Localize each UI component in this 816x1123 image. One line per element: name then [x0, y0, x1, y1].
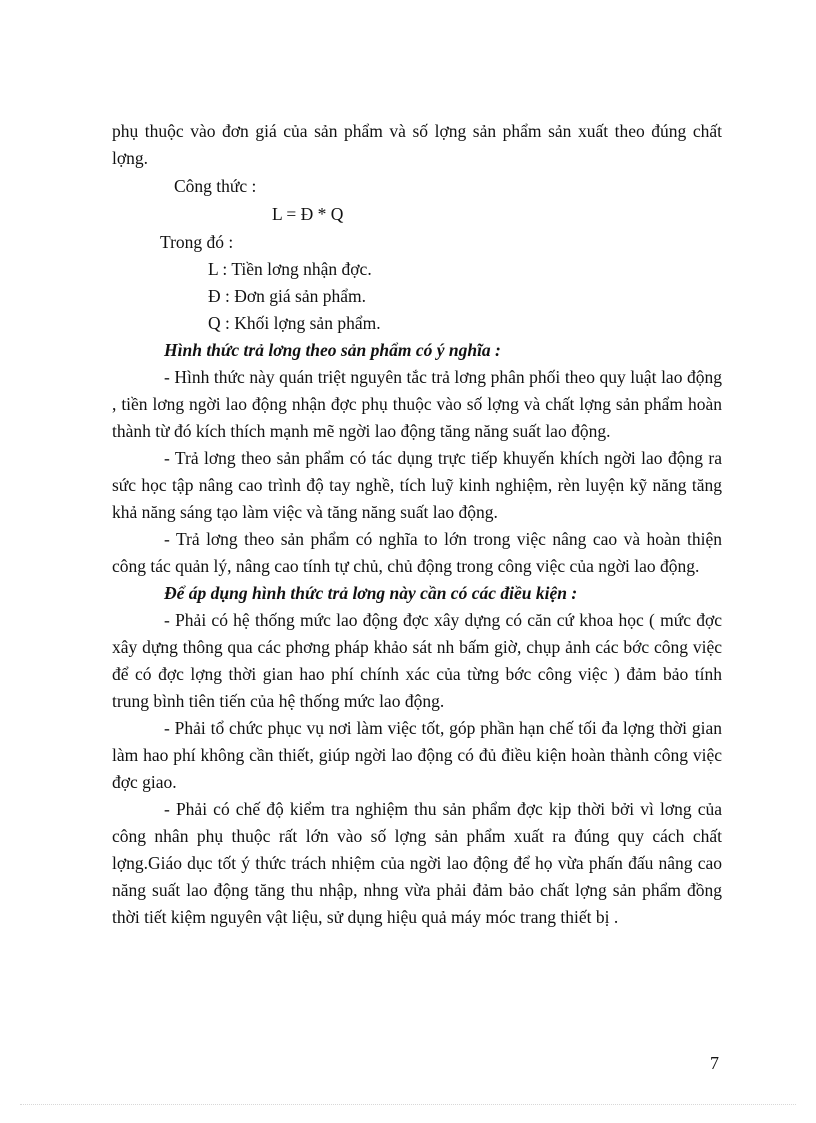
formula-label: Công thức :: [174, 176, 257, 196]
meaning-paragraph-3: - Trả lơng theo sản phẩm có nghĩa to lớn trong việc nâng cao và hoàn thiện công tác quản lý, nâng cao tính tự chủ, chủ động trong công việc của ngời lao động.: [112, 529, 722, 576]
intro-paragraph: phụ thuộc vào đơn giá của sản phẩm và số lợng sản phẩm sản xuất theo đúng chất lợng.: [112, 121, 722, 168]
meaning-paragraph-2: - Trả lơng theo sản phẩm có tác dụng trực tiếp khuyến khích ngời lao động ra sức học tập nâng cao trình độ tay nghề, tích luỹ kinh nghiệm, rèn luyện kỹ năng tăng khả năng sáng tạo làm việc và tăng năng suất lao động.: [112, 448, 722, 522]
page-number: 7: [710, 1053, 719, 1073]
meaning-paragraph-1: - Hình thức này quán triệt nguyên tắc trả lơng phân phối theo quy luật lao động , tiền lơng ngời lao động nhận đợc phụ thuộc vào số lợng và chất lợng sản phẩm hoàn thành từ đó kích thích mạnh mẽ ngời lao động tăng năng suất lao động.: [112, 367, 722, 441]
variable-q: Q : Khối lợng sản phẩm.: [208, 313, 381, 333]
section-heading-conditions: Để áp dụng hình thức trả lơng này cần có các điều kiện :: [164, 583, 578, 603]
variable-d: Đ : Đơn giá sản phẩm.: [208, 286, 366, 306]
where-label: Trong đó :: [160, 232, 234, 252]
section-heading-meaning: Hình thức trả lơng theo sản phẩm có ý nghĩa :: [164, 340, 501, 360]
page-body: [112, 118, 722, 931]
condition-paragraph-1: - Phải có hệ thống mức lao động đợc xây dựng có căn cứ khoa học ( mức đợc xây dựng thông qua các phơng pháp khảo sát nh bấm giờ, chụp ảnh các bớc công việc để có đợc lợng thời gian hao phí chính xác của từng bớc công việc ) đảm bảo tính trung bình tiên tiến của hệ thống mức lao động.: [112, 610, 722, 711]
condition-paragraph-2: - Phải tổ chức phục vụ nơi làm việc tốt, góp phần hạn chế tối đa lợng thời gian làm hao phí không cần thiết, giúp ngời lao động có đủ điều kiện hoàn thành công việc đợc giao.: [112, 718, 722, 792]
condition-paragraph-3: - Phải có chế độ kiểm tra nghiệm thu sản phẩm đợc kịp thời bởi vì lơng của công nhân phụ thuộc rất lớn vào số lợng sản phẩm xuất ra đúng quy cách chất lợng.Giáo dục tốt ý thức trách nhiệm của ngời lao động để họ vừa phấn đấu nâng cao năng suất lao động tăng thu nhập, nhng vừa phải đảm bảo chất lợng sản phẩm đồng thời tiết kiệm nguyên vật liệu, sử dụng hiệu quả máy móc trang thiết bị .: [112, 799, 722, 927]
variable-l: L : Tiền lơng nhận đợc.: [208, 259, 372, 279]
bottom-dotted-rule: [20, 1104, 796, 1105]
formula: L = Đ * Q: [272, 204, 344, 224]
